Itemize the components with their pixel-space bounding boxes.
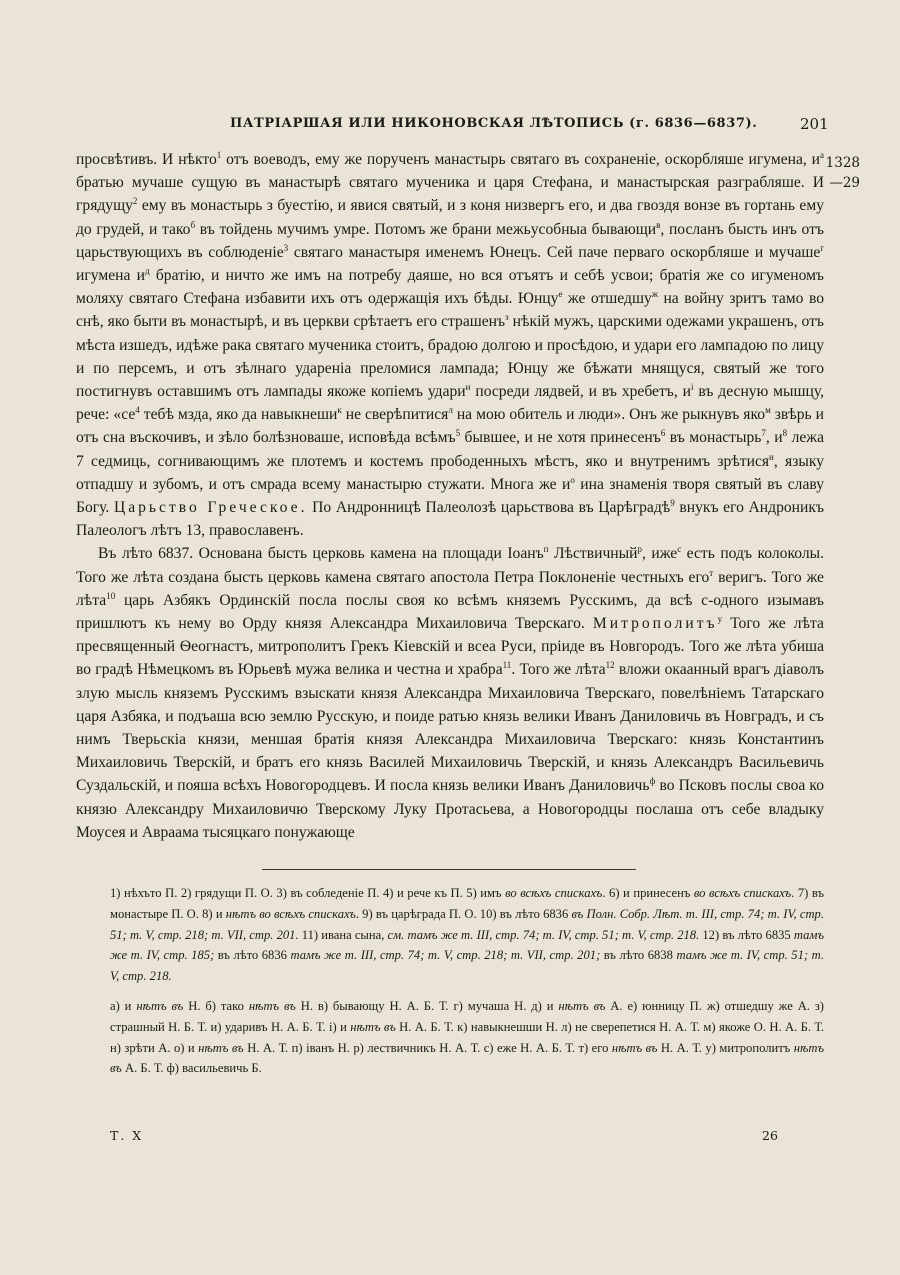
variant-ref: в <box>656 219 661 230</box>
variant-ref: б <box>190 219 196 230</box>
variant-ref: г <box>820 242 824 253</box>
variant-ref: е <box>558 289 563 300</box>
variant-ref: к <box>337 405 342 416</box>
variants-segment: Н. А. Т. п) іванъ Н. р) лествичникъ Н. А. Т. с) еже Н. А. Б. Т. т) его <box>243 1040 612 1055</box>
footnote-ref: 10 <box>106 590 116 601</box>
footnotes-segment: см. тамъ же т. III, стр. 74; т. IV, стр. 51; т. V, стр. 218. <box>387 927 700 942</box>
footnotes-segment: во всѣхъ спискахъ <box>505 886 603 900</box>
variants-segment: нѣтъ въ <box>248 999 296 1013</box>
footnote-ref: 2 <box>132 196 138 207</box>
variant-ref: т <box>709 567 714 578</box>
footnotes-segment: въ лѣто 6838 <box>600 948 677 963</box>
variants-segment: А. е) юнницу П. ж) отшедшу же А. з) страшный Н. Б. Т. и) ударивъ Н. А. Б. Т. і) и <box>110 999 825 1034</box>
variant-ref: д <box>145 265 150 276</box>
variants-segment: нѣтъ въ <box>136 999 184 1013</box>
variants-segment: нѣтъ въ <box>198 1040 244 1055</box>
variant-ref: ж <box>651 289 658 300</box>
footnotes-segment: тамъ же т. III, стр. 74; т. V, стр. 218; т. VII, стр. 201; <box>290 948 601 963</box>
section-heading-metropolitan: Митрополитъ <box>592 615 718 633</box>
variants-segment: нѣтъ въ <box>558 999 606 1013</box>
footnote-ref: 6 <box>660 428 666 439</box>
variant-ref: а <box>820 149 825 160</box>
variant-ref: с <box>677 544 682 555</box>
footnotes-segment: 11) ивана сына, <box>298 927 388 942</box>
variant-ref: ф <box>649 776 656 787</box>
main-text <box>76 148 824 844</box>
footnotes-segment: въ лѣто 6836 <box>214 948 291 963</box>
variant-ref: з <box>505 312 509 323</box>
footnote-ref: 3 <box>283 242 289 253</box>
sheet-number: 26 <box>762 1128 778 1143</box>
footnotes <box>110 883 824 987</box>
volume-signature: Т. X <box>110 1128 144 1143</box>
footnotes-segment: . 7) въ монастыре П. О. 8) и <box>110 886 824 921</box>
variants-segment: нѣтъ въ <box>350 1019 396 1034</box>
variant-ref: і <box>690 381 694 392</box>
footnote-ref: 4 <box>135 405 140 416</box>
variants-segment: А. Б. Т. ф) васильевичь Б. <box>121 1061 262 1076</box>
footnotes-segment: 1) нѣхъто П. 2) грядущи П. О. 3) въ собледеніе П. 4) и рече къ П. 5) имъ <box>110 886 506 900</box>
footnote-ref: 11 <box>502 660 512 671</box>
variants-segment: нѣтъ въ <box>110 1040 824 1076</box>
footnotes-segment: въ Полн. Собр. Лѣт. т. III, стр. 74; т. IV, стр. 51; т. V, стр. 218; т. VII, стр. 201. <box>110 906 824 942</box>
page-number: 201 <box>800 115 829 133</box>
footnotes-segment: во всѣхъ спискахъ <box>693 886 792 900</box>
variants-segment: нѣтъ въ <box>611 1040 658 1055</box>
variant-readings-text <box>110 996 824 1079</box>
running-title: ПАТРІАРШАЯ ИЛИ НИКОНОВСКАЯ ЛѢТОПИСЬ (г. 6836—6837). <box>230 116 758 131</box>
variants-segment: Н. в) бывающу Н. А. Б. Т. г) мучаша Н. д) и <box>295 999 559 1013</box>
variant-ref: о <box>570 474 575 485</box>
variants-segment: Н. А. Т. у) митрополитъ <box>657 1040 794 1055</box>
footnote-ref: 9 <box>670 497 675 508</box>
footnote-ref: 1 <box>216 149 222 160</box>
margin-year-bottom: —29 <box>829 175 860 191</box>
margin-year-top: 1328 <box>825 155 860 171</box>
variant-ref: р <box>637 544 642 555</box>
variant-ref: и <box>465 381 471 392</box>
variant-ref: л <box>448 405 453 416</box>
variants-segment: а) и <box>110 999 137 1013</box>
footnote-ref: 5 <box>455 428 461 439</box>
paragraph-1: просвѣтивъ. И нѣкто$^1$ отъ воеводъ, ему же порученъ манастырь святаго въ сохраненіе, оскорбляше игумена, $и^а$ братью мучаше сущую въ манастырѣ святаго мученика и царя Стефана, и манастырская разграбляше. И грядущу$^2$ ему въ монастырь з буестію, и явися святый, и з коня низвергъ его, и два гвоздя вонзе въ гортань ему до грудей, и тако$^б$ въ тойдень мучимъ умре. Потомъ же брани межьусобныа бывающи$^в$, посланъ бысть инъ отъ царьствующихъ въ соблюденіе$^3$ святаго манастыря именемъ Юнецъ. Сей паче перваго оскорбляше и мучаше$^г$ игумена $и^д$ братію, и ничто же имъ на потребу даяше, но вся отъятъ и себѣ усвои; братія же со игуменомъ моляху святаго Стефана избавити ихъ отъ одержащія ихъ бѣды. Юнцу$^е$ же отшедшу$^ж$ на войну зритъ тамо во снѣ, яко быти въ монастырѣ, и въ церкви срѣтаетъ его страшенъ$^з$ нѣкій мужъ, царскими одежами украшенъ, отъ мѣста изшедъ, идѣже рака святаго мученика стоитъ, брадою долгою и просѣдою, и удари его лампадою по лицу и по персемъ, и отъ зѣлнаго удареніа преломися лампада; Юнцу же бѣжати мнящуся, святый же того постигнувъ оставшимъ отъ лампады якоже копіемъ удари$^и$ посреди лядвей, и въ хребетъ, $и^і$ въ десную мышцу, рече: «$се^4$ тебѣ мзда, яко да навыкнеши$^к$ не сверѣпитися$^л$ на мою обитель и люди». Онъ же рыкнувъ яко$^м$ звѣрь и отъ сна въскочивъ, и зѣло болѣзноваше, исповѣда всѣмъ$^5$ бывшее, и не хотя принесенъ$^6$ въ монастырь$^7$, $и^8$ лежа 7 седмиць, согнивающимъ же плотемъ и костемъ прободенныхъ мѣстъ, яко и внутренимъ зрѣтися$^н$, языку отпадшу и зубомъ, и отъ смрада всему манастырю стужати. Многа же $и^о$ ина знаменія творя святый въ славу Богу. Царьство Греческое. По Андронницѣ Палеолозѣ царьствова въ Царѣградѣ$^9$ внукъ его Андроникъ Палеологъ лѣтъ 13, православенъ. <box>76 149 825 540</box>
footnote-ref: 7 <box>761 428 766 439</box>
variants-segment: Н. А. Б. Т. к) навыкнешши Н. л) не сверепетися Н. А. Т. м) якоже О. Н. А. Б. Т. н) зрѣти А. о) и <box>110 1019 824 1055</box>
footnotes-segment: . 6) и принесенъ <box>602 886 694 900</box>
footnotes-segment: нѣтъ во всѣхъ спискахъ <box>225 906 356 921</box>
footnote-divider <box>262 869 636 870</box>
variant-ref: п <box>543 544 549 555</box>
variants-segment: Н. б) тако <box>183 999 249 1013</box>
footnote-ref: 8 <box>782 428 788 439</box>
variant-readings <box>110 996 824 1079</box>
paragraph-2: Въ лѣто 6837. Основана бысть церковь камена на площади Іоанъ$^п$ Лѣствичный$^р$, иже$^с$ есть подъ колоколы. Того же лѣта создана бысть церковь камена святаго апостола Петра Поклоненіе честныхъ его$^т$ веригъ. Того же лѣта$^{10}$ царь Азбякъ Ординскій посла послы своя ко всѣмъ княземъ Русскимъ, да всѣ с-одного изымавъ пришлютъ къ нему во Орду князя Александра Михаиловича Тверскаго. Митрополитъ$^у$ Того же лѣта пресвященный Ѳеогнастъ, митрополитъ Грекъ Кіевскій и всеа Руси, пріиде въ Новгородъ. Того же лѣта убиша во градѣ Нѣмецкомъ въ Юрьевѣ мужа велика и честна и храбра$^{11}$. Того же лѣта$^{12}$ вложи окаанный врагъ діаволъ злую мысль княземъ Русскимъ взыскати князя Александра Михаиловича Тверскаго, повелѣніемъ Татарскаго царя Азбяка, и подъаша всю землю Русскую, и поиде ратью князь велики Иванъ Даниловичь въ Новградъ, и съ нимъ Тверьскіа князи, меншая братія князя Александра Михаиловича Тверскаго: князь Константинъ Михаиловичь Тверскій, и братъ его князь Василей Михаиловичь Тверскій, и князь Александръ Васильевичь Суздальскій, и пояша всѣхъ Новогородцевъ. И посла князь велики Иванъ Даниловичь$^ф$ во Псковъ послы своа ко князю Александру Михаиловичю Тверскому Луку Протасьева, а Новогородцы послаша отъ себе владыку Моусея и Авраама тысяцкаго понужающе <box>76 544 824 841</box>
footnotes-text <box>110 883 824 987</box>
variant-ref: у <box>717 613 723 624</box>
variant-ref: м <box>765 405 771 416</box>
running-header <box>0 116 900 140</box>
footnotes-segment: 12) въ лѣто 6835 <box>699 927 794 942</box>
footnotes-segment: тамъ же т. IV, стр. 51; т. V, стр. 218. <box>110 948 824 984</box>
footnotes-segment: . 9) въ царѣграда П. О. 10) въ лѣто 6836 <box>355 906 572 921</box>
variant-ref: н <box>769 451 774 462</box>
footnotes-segment: тамъ же т. IV, стр. 185; <box>110 927 824 963</box>
footnote-ref: 12 <box>605 660 615 671</box>
section-heading-greek-kingdom: Царьство Греческое. <box>113 499 308 517</box>
